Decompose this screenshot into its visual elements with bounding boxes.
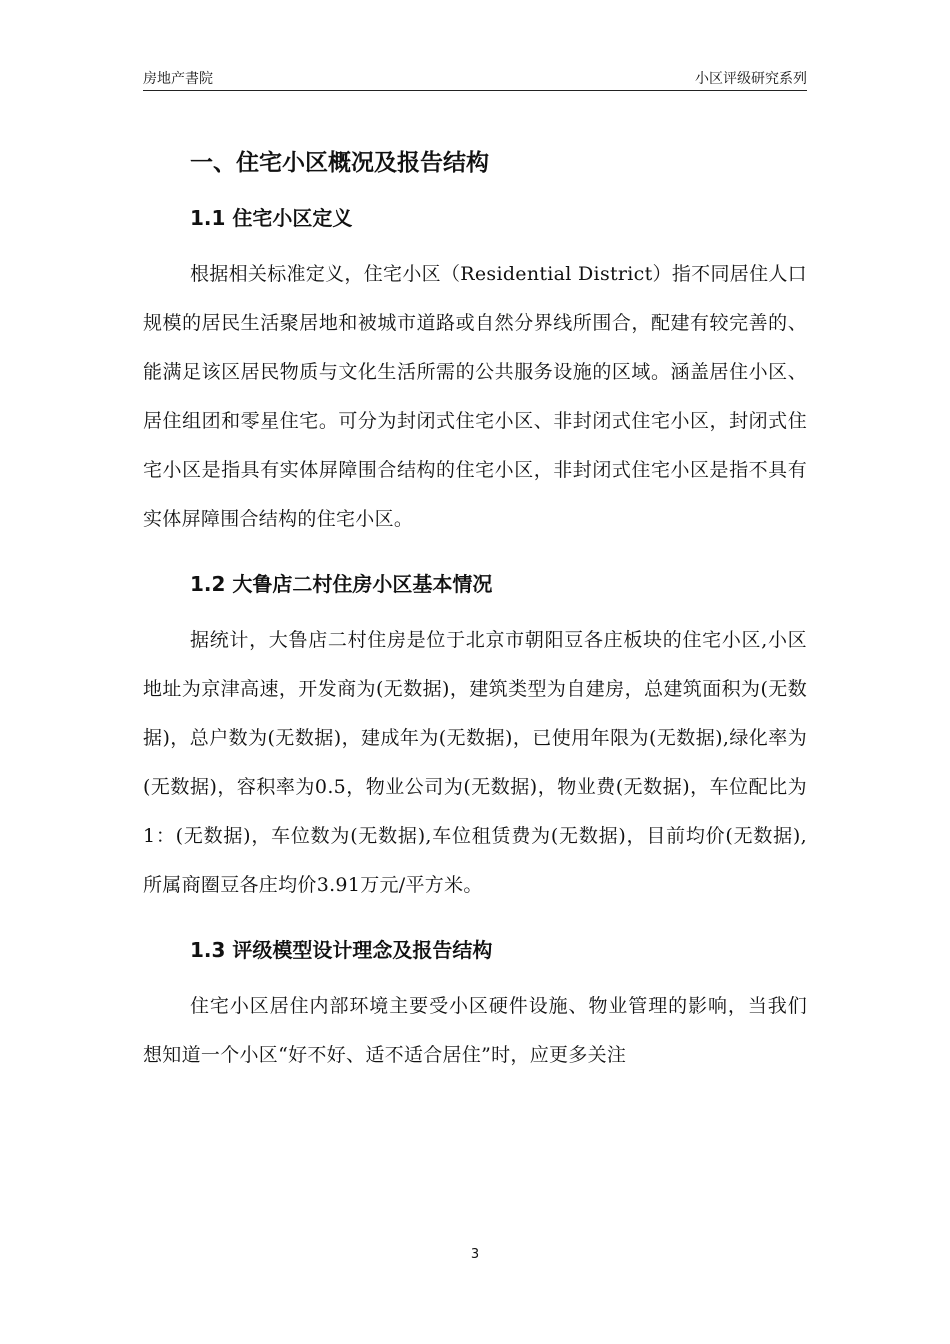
- document-body: [143, 140, 807, 1088]
- paragraph-definition: 根据相关标准定义，住宅小区（Residential District）指不同居住人口规模的居民生活聚居地和被城市道路或自然分界线所围合，配建有较完善的、能满足该区居民物质与文化生活所需的公共服务设施的区域。涵盖居住小区、居住组团和零星住宅。可分为封闭式住宅小区、非封闭式住宅小区，封闭式住宅小区是指具有实体屏障围合结构的住宅小区，非封闭式住宅小区是指不具有实体屏障围合结构的住宅小区。: [143, 263, 807, 530]
- header-series-title: 小区评级研究系列: [695, 71, 807, 87]
- page-header: [143, 66, 807, 91]
- paragraph-model-design: 住宅小区居住内部环境主要受小区硬件设施、物业管理的影响，当我们想知道一个小区“好不好、适不适合居住”时，应更多关注: [143, 995, 807, 1066]
- subsection-heading-1-3: 1.3 评级模型设计理念及报告结构: [190, 938, 493, 962]
- subsection-heading-1-1: 1.1 住宅小区定义: [190, 206, 353, 230]
- subsection-heading-1-2: 1.2 大鲁店二村住房小区基本情况: [190, 572, 493, 596]
- paragraph-basic-info: 据统计，大鲁店二村住房是位于北京市朝阳豆各庄板块的住宅小区,小区地址为京津高速，开发商为(无数据)，建筑类型为自建房，总建筑面积为(无数据)，总户数为(无数据)，建成年为(无数据)，已使用年限为(无数据),绿化率为(无数据)，容积率为0.5，物业公司为(无数据)，物业费(无数据)，车位配比为1：(无数据)，车位数为(无数据),车位租赁费为(无数据)，目前均价(无数据),所属商圈豆各庄均价3.91万元/平方米。: [143, 629, 807, 896]
- header-publisher: 房地产書院: [143, 71, 213, 87]
- page-number: 3: [470, 1247, 480, 1262]
- section-title: 一、住宅小区概况及报告结构: [190, 150, 489, 176]
